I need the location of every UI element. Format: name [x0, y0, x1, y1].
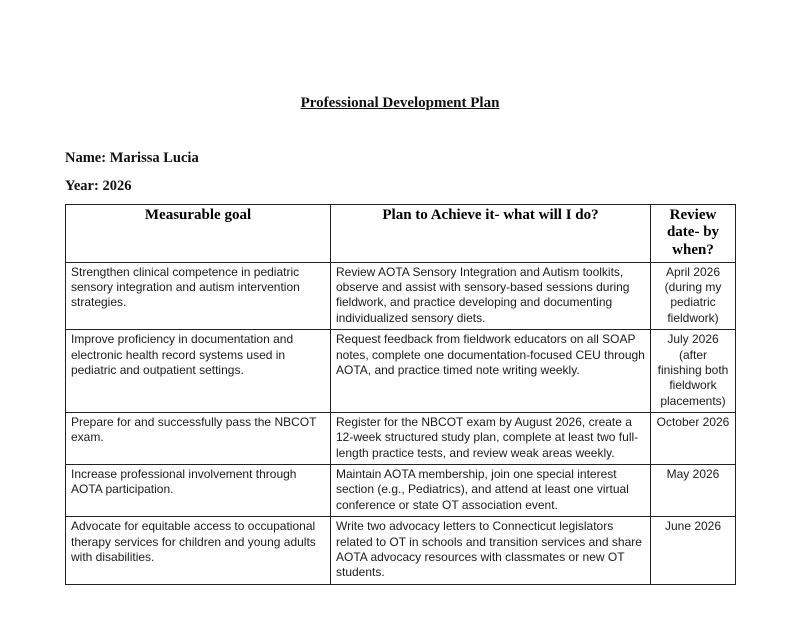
goal-cell: Increase professional involvement through AOTA participation. — [66, 465, 331, 517]
header-plan: Plan to Achieve it- what will I do? — [331, 205, 651, 263]
table-row — [66, 517, 736, 584]
table-row — [66, 262, 736, 329]
review-cell: June 2026 — [651, 517, 736, 584]
plan-cell: Review AOTA Sensory Integration and Autism toolkits, observe and assist with sensory-based sessions during fieldwork, and practice developing and documenting individualized sensory diets. — [331, 262, 651, 329]
plan-cell: Maintain AOTA membership, join one special interest section (e.g., Pediatrics), and attend at least one virtual conference or state OT association event. — [331, 465, 651, 517]
table-row — [66, 330, 736, 413]
goal-cell: Improve proficiency in documentation and electronic health record systems used in pediatric and outpatient settings. — [66, 330, 331, 413]
plan-cell: Register for the NBCOT exam by August 2026, create a 12-week structured study plan, complete at least two full-length practice tests, and review weak areas weekly. — [331, 412, 651, 464]
table-row — [66, 465, 736, 517]
review-cell: July 2026 (after finishing both fieldwork placements) — [651, 330, 736, 413]
goal-cell: Strengthen clinical competence in pediatric sensory integration and autism intervention strategies. — [66, 262, 331, 329]
table-row — [66, 412, 736, 464]
review-cell: April 2026 (during my pediatric fieldwork) — [651, 262, 736, 329]
header-measurable-goal: Measurable goal — [66, 205, 331, 263]
professional-development-plan-table — [65, 204, 736, 585]
review-cell: October 2026 — [651, 412, 736, 464]
plan-cell: Write two advocacy letters to Connecticut legislators related to OT in schools and transition services and share AOTA advocacy resources with classmates or new OT students. — [331, 517, 651, 584]
goal-cell: Prepare for and successfully pass the NBCOT exam. — [66, 412, 331, 464]
year-line: Year: 2026 — [65, 178, 132, 194]
table-header-row — [66, 205, 736, 263]
goal-cell: Advocate for equitable access to occupational therapy services for children and young adults with disabilities. — [66, 517, 331, 584]
name-line: Name: Marissa Lucia — [65, 150, 199, 166]
plan-cell: Request feedback from fieldwork educators on all SOAP notes, complete one documentation-focused CEU through AOTA, and practice timed note writing weekly. — [331, 330, 651, 413]
header-review-date: Review date- by when? — [651, 205, 736, 263]
page-title: Professional Development Plan — [300, 95, 500, 111]
review-cell: May 2026 — [651, 465, 736, 517]
